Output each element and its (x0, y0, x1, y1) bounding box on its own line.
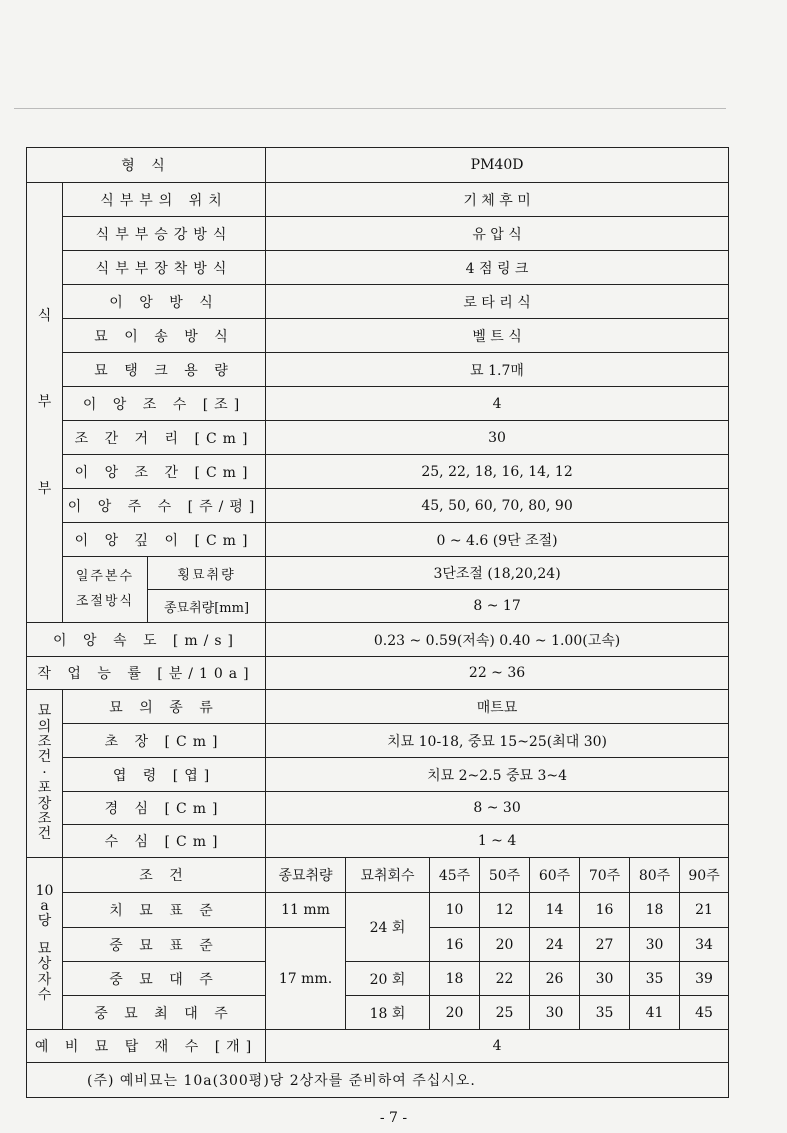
trays-cell: 35 (630, 962, 680, 996)
spec-row (27, 285, 729, 319)
planting-section-label: 식 부 부 (27, 183, 63, 623)
spec-label: 묘 탱 크 용 량 (63, 353, 266, 387)
spec-value: 30 (266, 421, 729, 455)
hills-header: 60주 (530, 858, 580, 893)
spec-label: 이 앙 깊 이 [Cm] (63, 523, 266, 557)
spec-value: 치묘 10-18, 중묘 15~25(최대 30) (266, 724, 729, 758)
trays-row (27, 996, 729, 1030)
trays-cell: 18 (430, 962, 480, 996)
spare-trays-row (27, 1030, 729, 1063)
feed-amount-cell: 17 mm. (266, 928, 346, 1030)
spec-row (27, 758, 729, 792)
spec-value: 묘 1.7매 (266, 353, 729, 387)
spec-label: 경 심 [Cm] (63, 792, 266, 825)
spec-row (27, 724, 729, 758)
spec-label: 식부부장착방식 (63, 251, 266, 285)
trays-cell: 25 (480, 996, 530, 1030)
spec-row (27, 421, 729, 455)
spec-label: 묘 이 송 방 식 (63, 319, 266, 353)
trays-cell: 16 (580, 893, 630, 928)
trays-cell: 41 (630, 996, 680, 1030)
hill-adjust-group-label: 일주본수 조절방식 (63, 557, 148, 623)
trays-cell: 27 (580, 928, 630, 962)
trays-cell: 24 (530, 928, 580, 962)
model-row (27, 148, 729, 183)
spec-row (27, 690, 729, 724)
spec-row (27, 825, 729, 858)
trays-row-label: 중 묘 표 준 (63, 928, 266, 962)
feed-count-cell: 24 회 (346, 893, 430, 962)
hills-header: 45주 (430, 858, 480, 893)
spec-label: 조 간 거 리 [Cm] (63, 421, 266, 455)
trays-row-label: 중 묘 대 주 (63, 962, 266, 996)
spec-row (27, 523, 729, 557)
hills-header: 90주 (680, 858, 729, 893)
spec-value: 1 ~ 4 (266, 825, 729, 858)
spec-value: 0 ~ 4.6 (9단 조절) (266, 523, 729, 557)
feed-amount-cell: 11 mm (266, 893, 346, 928)
spec-value: 로 타 리 식 (266, 285, 729, 319)
spec-row (27, 251, 729, 285)
spec-value: 0.23 ~ 0.59(저속) 0.40 ~ 1.00(고속) (266, 623, 729, 657)
trays-row (27, 893, 729, 928)
trays-cell: 12 (480, 893, 530, 928)
spec-row (27, 489, 729, 523)
trays-cell: 22 (480, 962, 530, 996)
feed-count-header: 묘취회수 (346, 858, 430, 893)
hills-header: 70주 (580, 858, 630, 893)
trays-cell: 14 (530, 893, 580, 928)
spec-value: 4 점 링 크 (266, 251, 729, 285)
spec-value: 치묘 2~2.5 중묘 3~4 (266, 758, 729, 792)
spare-trays-label: 예 비 묘 탑 재 수 [개] (27, 1030, 266, 1063)
spec-row (27, 455, 729, 489)
trays-row (27, 962, 729, 996)
trays-row-label: 중 묘 최 대 주 (63, 996, 266, 1030)
trays-cell: 10 (430, 893, 480, 928)
model-label: 형 식 (27, 148, 266, 183)
trays-cell: 26 (530, 962, 580, 996)
trays-cell: 30 (630, 928, 680, 962)
spec-label: 묘 의 종 류 (63, 690, 266, 724)
hills-header: 80주 (630, 858, 680, 893)
spec-label: 초 장 [Cm] (63, 724, 266, 758)
spec-row (27, 353, 729, 387)
spec-value: 22 ~ 36 (266, 657, 729, 690)
footnote: (주) 예비묘는 10a(300평)당 2상자를 준비하여 주십시오. (27, 1063, 729, 1098)
trays-cell: 16 (430, 928, 480, 962)
trays-per-10a-section-label: 10 a 당 묘 상 자 수 (27, 858, 63, 1030)
trays-cell: 20 (480, 928, 530, 962)
trays-cell: 35 (580, 996, 630, 1030)
spec-row (27, 183, 729, 217)
spec-label: 이 앙 주 수 [주/평] (63, 489, 266, 523)
spec-label: 수 심 [Cm] (63, 825, 266, 858)
spec-row (27, 657, 729, 690)
spec-value: 4 (266, 387, 729, 421)
spec-label: 이 앙 속 도 [m/s] (27, 623, 266, 657)
spec-label: 이 앙 조 수 [조] (63, 387, 266, 421)
scan-top-rule (14, 108, 726, 109)
spec-value: 유 압 식 (266, 217, 729, 251)
spec-label: 종묘취량[mm] (148, 590, 266, 623)
spec-label: 이 앙 방 식 (63, 285, 266, 319)
spec-row (27, 623, 729, 657)
spec-label: 식부부승강방식 (63, 217, 266, 251)
spec-label: 작 업 능 률 [분/10a] (27, 657, 266, 690)
seedling-section-label: 묘 의 조 건 · 포 장 조 건 (27, 690, 63, 858)
trays-cell: 20 (430, 996, 480, 1030)
trays-cell: 30 (530, 996, 580, 1030)
spare-trays-value: 4 (266, 1030, 729, 1063)
page-number: - 7 - (379, 1110, 408, 1126)
feed-amount-header: 종묘취량 (266, 858, 346, 893)
spec-label: 엽 령 [엽] (63, 758, 266, 792)
spec-row (27, 387, 729, 421)
trays-cell: 45 (680, 996, 729, 1030)
note-row (27, 1063, 729, 1098)
hills-header: 50주 (480, 858, 530, 893)
trays-row-label: 치 묘 표 준 (63, 893, 266, 928)
spec-value: 8 ~ 30 (266, 792, 729, 825)
spec-label: 식부부의 위치 (63, 183, 266, 217)
spec-value: 3단조절 (18,20,24) (266, 557, 729, 590)
spec-row (27, 792, 729, 825)
spec-value: 8 ~ 17 (266, 590, 729, 623)
spec-value: 25, 22, 18, 16, 14, 12 (266, 455, 729, 489)
trays-cell: 39 (680, 962, 729, 996)
feed-count-cell: 20 회 (346, 962, 430, 996)
spec-label: 횡묘취량 (148, 557, 266, 590)
spec-value: 매트묘 (266, 690, 729, 724)
spec-row (27, 557, 729, 590)
trays-header-row (27, 858, 729, 893)
spec-value: 45, 50, 60, 70, 80, 90 (266, 489, 729, 523)
feed-count-cell: 18 회 (346, 996, 430, 1030)
model-value: PM40D (266, 148, 729, 183)
spec-row (27, 319, 729, 353)
specification-table (26, 147, 729, 1098)
spec-value: 기 체 후 미 (266, 183, 729, 217)
spec-label: 이 앙 조 간 [Cm] (63, 455, 266, 489)
trays-cell: 18 (630, 893, 680, 928)
condition-header: 조 건 (63, 858, 266, 893)
trays-cell: 21 (680, 893, 729, 928)
spec-row (27, 217, 729, 251)
trays-cell: 30 (580, 962, 630, 996)
spec-value: 벨 트 식 (266, 319, 729, 353)
trays-cell: 34 (680, 928, 729, 962)
